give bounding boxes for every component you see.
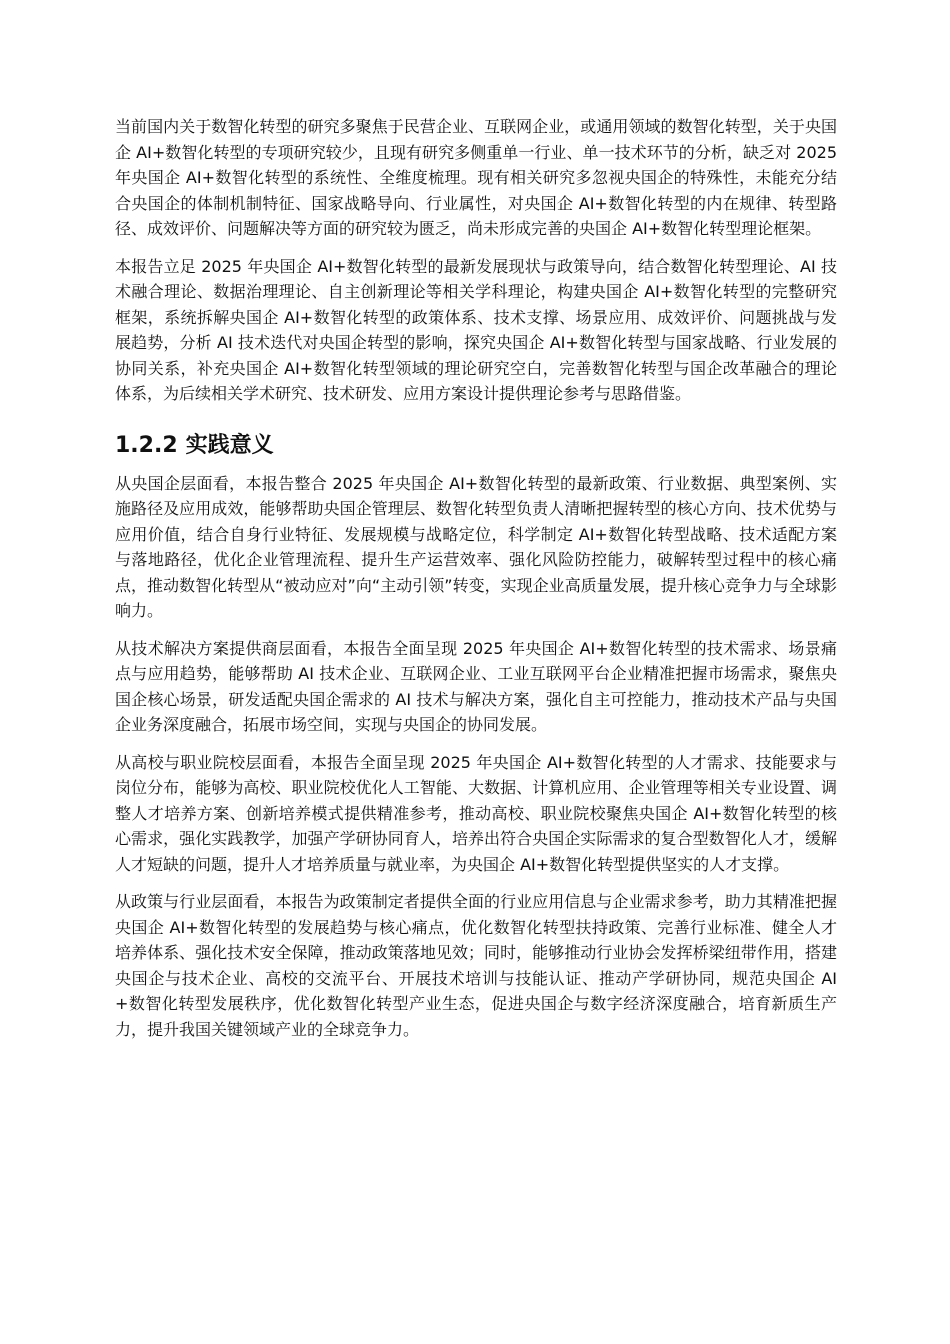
intro-paragraph-1: 当前国内关于数智化转型的研究多聚焦于民营企业、互联网企业，或通用领域的数智化转型，关于央国企 AI+数智化转型的专项研究较少，且现有研究多侧重单一行业、单一技术环节的分析，缺乏对 2025 年央国企 AI+数智化转型的系统性、全维度梳理。现有相关研究多忽视央国企的特殊性，未能充分结合央国企的体制机制特征、国家战略导向、行业属性，对央国企 AI+数智化转型的内在规律、转型路径、成效评价、问题解决等方面的研究较为匮乏，尚未形成完善的央国企 AI+数智化转型理论框架。 [115,117,837,238]
section-paragraph-3: 从高校与职业院校层面看，本报告全面呈现 2025 年央国企 AI+数智化转型的人才需求、技能要求与岗位分布，能够为高校、职业院校优化人工智能、大数据、计算机应用、企业管理等相关专业设置、调整人才培养方案、创新培养模式提供精准参考，推动高校、职业院校聚焦央国企 AI+数智化转型的核心需求，强化实践教学，加强产学研协同育人，培养出符合央国企实际需求的复合型数智化人才，缓解人才短缺的问题，提升人才培养质量与就业率，为央国企 AI+数智化转型提供坚实的人才支撑。 [115,752,837,874]
section-paragraph-1: 从央国企层面看，本报告整合 2025 年央国企 AI+数智化转型的最新政策、行业数据、典型案例、实施路径及应用成效，能够帮助央国企管理层、数智化转型负责人清晰把握转型的核心方向、技术优势与应用价值，结合自身行业特征、发展规模与战略定位，科学制定 AI+数智化转型战略、技术适配方案与落地路径，优化企业管理流程、提升生产运营效率、强化风险防控能力，破解转型过程中的核心痛点，推动数智化转型从“被动应对”向“主动引领”转变，实现企业高质量发展，提升核心竞争力与全球影响力。 [115,473,837,620]
section-paragraph-4: 从政策与行业层面看，本报告为政策制定者提供全面的行业应用信息与企业需求参考，助力其精准把握央国企 AI+数智化转型的发展趋势与核心痛点，优化数智化转型扶持政策、完善行业标准、健全人才培养体系、强化技术安全保障，推动政策落地见效；同时，能够推动行业协会发挥桥梁纽带作用，搭建央国企与技术企业、高校的交流平台、开展技术培训与技能认证、推动产学研协同，规范央国企 AI+数智化转型发展秩序，优化数智化转型产业生态，促进央国企与数字经济深度融合，培育新质生产力，提升我国关键领域产业的全球竞争力。 [115,892,837,1039]
section-number: 1.2.2 [115,432,178,458]
document-page [115,114,837,1054]
section-paragraph-2: 从技术解决方案提供商层面看，本报告全面呈现 2025 年央国企 AI+数智化转型的技术需求、场景痛点与应用趋势，能够帮助 AI 技术企业、互联网企业、工业互联网平台企业精准把握市场需求，聚焦央国企核心场景，研发适配央国企需求的 AI 技术与解决方案，强化自主可控能力，推动技术产品与央国企业务深度融合，拓展市场空间，实现与央国企的协同发展。 [115,638,837,734]
section-title: 实践意义 [185,432,274,458]
intro-paragraph-2: 本报告立足 2025 年央国企 AI+数智化转型的最新发展现状与政策导向，结合数智化转型理论、AI 技术融合理论、数据治理理论、自主创新理论等相关学科理论，构建央国企 AI+数智化转型的完整研究框架，系统拆解央国企 AI+数智化转型的政策体系、技术支撑、场景应用、成效评价、问题挑战与发展趋势，分析 AI 技术迭代对央国企转型的影响，探究央国企 AI+数智化转型与国家战略、行业发展的协同关系，补充央国企 AI+数智化转型领域的理论研究空白，完善数智化转型与国企改革融合的理论体系，为后续相关学术研究、技术研发、应用方案设计提供理论参考与思路借鉴。 [115,256,837,403]
section-heading [115,431,837,461]
